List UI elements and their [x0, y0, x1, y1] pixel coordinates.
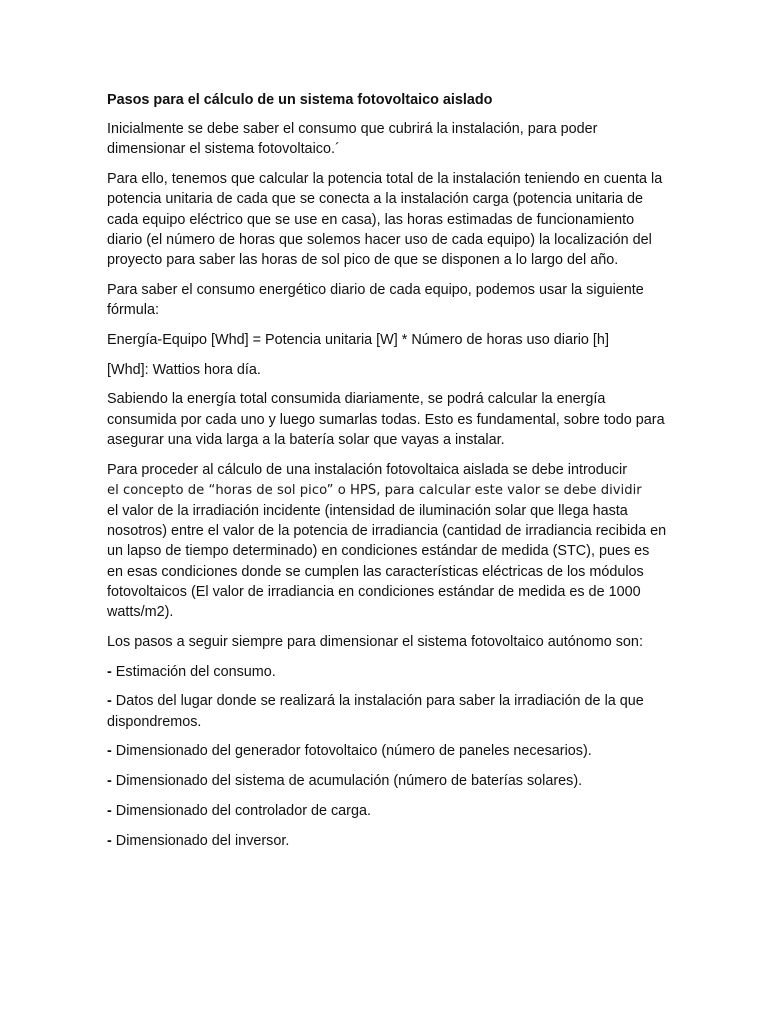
list-item-text: Dimensionado del inversor.: [111, 832, 290, 849]
total-energy-paragraph: Sabiendo la energía total consumida diariamente, se podrá calcular la energía consumida por cada uno y luego sumarlas todas. Esto es fundamental, sobre todo para asegurar una vida larga a la batería solar que vayas a instalar.: [107, 391, 665, 448]
hps-line-1: Para proceder al cálculo de una instalación fotovoltaica aislada se debe introducir: [107, 461, 627, 478]
steps-intro-paragraph: Los pasos a seguir siempre para dimensionar el sistema fotovoltaico autónomo son:: [107, 633, 643, 650]
unit-definition: [Whd]: Wattios hora día.: [107, 361, 261, 378]
intro-paragraph: Inicialmente se debe saber el consumo que cubrirá la instalación, para poder dimensionar el sistema fotovoltaico.´: [107, 121, 598, 158]
list-item: [107, 831, 667, 851]
list-dash: -: [107, 832, 112, 849]
list-item-text: Estimación del consumo.: [111, 663, 276, 680]
list-item: [107, 741, 667, 761]
list-item-text: Datos del lugar donde se realizará la instalación para saber la irradiación de la que dispondremos.: [107, 693, 644, 730]
list-item: [107, 771, 667, 791]
power-paragraph: Para ello, tenemos que calcular la potencia total de la instalación teniendo en cuenta la potencia unitaria de cada que se conecta a la instalación carga (potencia unitaria de cada equipo eléctrico que se use en casa), las horas estimadas de funcionamiento diario (el número de horas que solemos hacer uso de cada equipo) la localización del proyecto para saber las horas de sol pico de que se disponen a lo largo del año.: [107, 171, 663, 269]
list-dash: -: [107, 743, 112, 760]
formula-intro-paragraph: Para saber el consumo energético diario de cada equipo, podemos usar la siguiente fórmula:: [107, 281, 644, 319]
list-item-text: Dimensionado del generador fotovoltaico (número de paneles necesarios).: [111, 743, 592, 760]
document-title: Pasos para el cálculo de un sistema fotovoltaico aislado: [107, 92, 493, 108]
hps-paragraph: [107, 460, 667, 623]
energy-formula: Energía-Equipo [Whd] = Potencia unitaria [W] * Número de horas uso diario [h]: [107, 331, 609, 348]
steps-list: [107, 662, 667, 851]
hps-line-2: el concepto de “horas de sol pico” o HPS, para calcular este valor se debe dividir: [107, 482, 642, 498]
hps-rest: el valor de la irradiación incidente (intensidad de iluminación solar que llega hasta nosotros) entre el valor de la potencia de irradiancia (cantidad de irradiancia recibida en un lapso de tiempo determinado) en condiciones estándar de medida (STC), pues es en esas condiciones donde se cumplen las características eléctricas de los módulos fotovoltaicos (El valor de irradiancia en condiciones estándar de medida es de 1000 watts/m2).: [107, 503, 667, 621]
list-item: [107, 691, 667, 731]
list-item-text: Dimensionado del sistema de acumulación (número de baterías solares).: [111, 773, 583, 790]
list-dash: -: [107, 773, 112, 790]
list-item: [107, 801, 667, 821]
list-dash: -: [107, 803, 112, 820]
list-dash: -: [107, 693, 112, 710]
list-item-text: Dimensionado del controlador de carga.: [111, 803, 371, 820]
document-page: [107, 90, 667, 861]
list-item: [107, 662, 667, 682]
list-dash: -: [107, 663, 112, 680]
